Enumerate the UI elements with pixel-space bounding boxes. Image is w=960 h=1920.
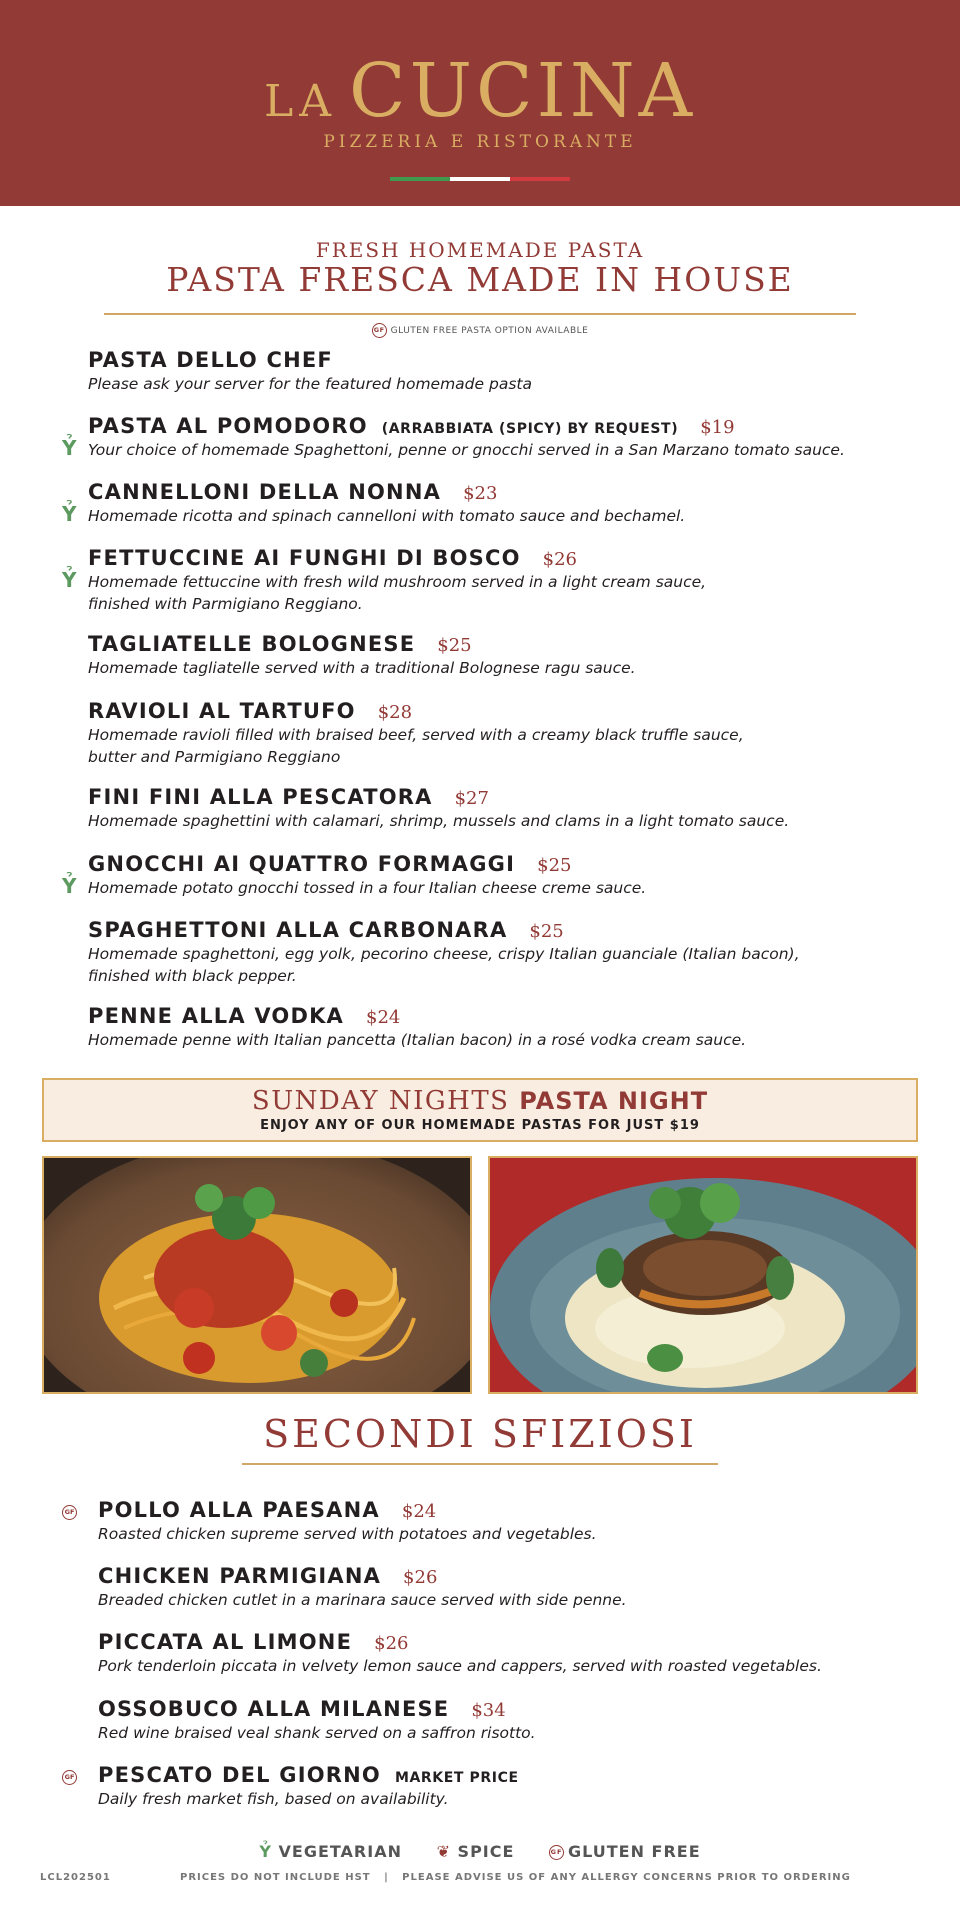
menu-item-price: $26 [403,1567,438,1588]
menu-item-name: RAVIOLI AL TARTUFO [88,699,356,723]
footer-disclaimer: PRICES DO NOT INCLUDE HST | PLEASE ADVISE US OF ANY ALLERGY CONCERNS PRIOR TO ORDERING [180,1872,851,1883]
italian-flag-stripe [390,177,570,181]
menu-item-name: FINI FINI ALLA PESCATORA [88,785,433,809]
spaghetti-photo-icon [44,1158,472,1394]
menu-item-price: $25 [529,921,564,942]
gluten-free-marker [62,1502,81,1521]
flag-white [450,177,510,181]
legend-spice-label: SPICE [457,1842,515,1861]
menu-item-name: PENNE ALLA VODKA [88,1004,345,1028]
secondi-title: SECONDI SFIZIOSI [263,1412,697,1456]
gluten-free-icon: GF [549,1845,564,1860]
title-divider [104,313,856,315]
flag-red [510,177,570,181]
spaghetti-photo [42,1156,472,1394]
menu-item-description: Homemade ravioli filled with braised beef, served with a creamy black truffle sauce, [88,726,744,744]
menu-item-header [88,699,928,723]
section-subtitle: FRESH HOMEMADE PASTA [315,238,645,262]
menu-item-name: SPAGHETTONI ALLA CARBONARA [88,918,508,942]
legend-gluten-free [549,1842,701,1861]
menu-item [88,348,928,394]
menu-item [98,1498,938,1544]
menu-item-description: Homemade ricotta and spinach cannelloni with tomato sauce and bechamel. [88,507,686,525]
menu-item-header [98,1630,938,1654]
menu-item-price: $24 [366,1007,401,1028]
menu-item-description: Please ask your server for the featured homemade pasta [88,375,532,393]
chili-pepper-icon: ❦ [436,1842,451,1861]
menu-item [88,699,928,767]
menu-item-name: OSSOBUCO ALLA MILANESE [98,1697,450,1721]
menu-item-name: CANNELLONI DELLA NONNA [88,480,442,504]
gluten-free-icon: GF [62,1505,77,1520]
menu-item-name: TAGLIATELLE BOLOGNESE [88,632,416,656]
legend-gluten-free-label: GLUTEN FREE [568,1842,701,1861]
menu-item-note: (ARRABBIATA (SPICY) BY REQUEST) [381,421,679,437]
ossobuco-risotto-photo [488,1156,918,1394]
menu-item-header [88,852,928,876]
menu-item-price: $26 [542,549,577,570]
vegetarian-icon: Ỷ [62,436,77,460]
vegetarian-icon: Ỷ [62,874,77,898]
gluten-free-marker [62,1767,81,1786]
logo-cucina: CUCINA [348,48,697,134]
menu-item-description: butter and Parmigiano Reggiano [88,748,341,766]
gluten-free-note [0,323,960,338]
menu-item-description: Homemade tagliatelle served with a traditional Bolognese ragu sauce. [88,659,636,677]
menu-item-name: POLLO ALLA PAESANA [98,1498,380,1522]
menu-item-header [98,1498,938,1522]
banner-title-bold: PASTA NIGHT [519,1087,709,1115]
banner-title [44,1086,916,1116]
legend-spice [437,1842,515,1861]
menu-item-description: finished with Parmigiano Reggiano. [88,595,363,613]
menu-item [98,1697,938,1743]
menu-item-name: GNOCCHI AI QUATTRO FORMAGGI [88,852,516,876]
menu-item-header [88,480,928,504]
menu-item-header [98,1697,938,1721]
menu-item-note: MARKET PRICE [394,1770,519,1786]
menu-item-description: Homemade fettuccine with fresh wild mushroom served in a light cream sauce, [88,573,707,591]
menu-item-header [88,348,928,372]
menu-item [88,852,928,898]
menu-item [88,785,928,831]
menu-item-header [98,1564,938,1588]
menu-item [98,1564,938,1610]
menu-item-price: $27 [454,788,489,809]
menu-item-header [88,632,928,656]
menu-code: LCL202501 [40,1872,111,1883]
menu-item-description: Pork tenderloin piccata in velvety lemon sauce and cappers, served with roasted vegetables. [98,1657,822,1675]
menu-item [88,480,928,526]
menu-item-name: PICCATA AL LIMONE [98,1630,353,1654]
banner-title-light: SUNDAY NIGHTS [251,1086,510,1116]
ossobuco-risotto-photo-icon [490,1158,918,1394]
vegetarian-icon: Ỷ [62,568,77,592]
menu-item-price: $26 [374,1633,409,1654]
dietary-legend [0,1842,960,1861]
menu-item-price: $28 [377,702,413,723]
restaurant-logo [0,48,960,134]
flag-green [390,177,450,181]
menu-item-header [88,1004,928,1028]
menu-item-description: Breaded chicken cutlet in a marinara sauce served with side penne. [98,1591,627,1609]
menu-item [88,1004,928,1050]
secondi-divider [242,1463,718,1465]
menu-item [88,632,928,678]
menu-item-description: Homemade penne with Italian pancetta (Italian bacon) in a rosé vodka cream sauce. [88,1031,747,1049]
menu-item-name: FETTUCCINE AI FUNGHI DI BOSCO [88,546,521,570]
vegetarian-icon: Ỷ [62,502,77,526]
legend-vegetarian [259,1842,402,1861]
menu-item-price: $25 [537,855,572,876]
menu-item [98,1630,938,1676]
section-title: PASTA FRESCA MADE IN HOUSE [166,260,794,299]
menu-item-price: $34 [471,1700,506,1721]
menu-item-description: Your choice of homemade Spaghettoni, penne or gnocchi served in a San Marzano tomato sauce. [88,441,845,459]
menu-item-description: Homemade spaghettoni, egg yolk, pecorino cheese, crispy Italian guanciale (Italian bacon), [88,945,800,963]
logo-la: LA [263,76,337,127]
menu-item-price: $19 [700,417,735,438]
header-banner [0,0,960,206]
menu-item-name: PASTA AL POMODORO [88,414,368,438]
menu-item-description: Red wine braised veal shank served on a saffron risotto. [98,1724,536,1742]
restaurant-tagline: PIZZERIA E RISTORANTE [323,132,637,152]
menu-item-name: CHICKEN PARMIGIANA [98,1564,382,1588]
banner-subtitle: ENJOY ANY OF OUR HOMEMADE PASTAS FOR JUST $19 [260,1118,700,1133]
menu-item [88,546,928,614]
menu-item-description: Roasted chicken supreme served with potatoes and vegetables. [98,1525,597,1543]
menu-item-description: Homemade spaghettini with calamari, shrimp, mussels and clams in a light tomato sauce. [88,812,790,830]
vegetarian-icon: Ỷ [259,1842,272,1861]
menu-item-header [88,546,928,570]
menu-item-header [88,918,928,942]
legend-vegetarian-label: VEGETARIAN [278,1842,402,1861]
menu-item [88,414,928,460]
menu-item-name: PASTA DELLO CHEF [88,348,333,372]
menu-item-header [88,785,928,809]
menu-item-description: Homemade potato gnocchi tossed in a four Italian cheese creme sauce. [88,879,647,897]
menu-item [98,1763,938,1809]
menu-item-header [98,1763,938,1787]
menu-item-name: PESCATO DEL GIORNO [98,1763,381,1787]
menu-item [88,918,928,986]
menu-item-price: $23 [463,483,498,504]
gluten-free-note-text: GLUTEN FREE PASTA OPTION AVAILABLE [390,326,589,336]
pasta-night-banner [42,1078,918,1142]
menu-item-description: Daily fresh market fish, based on availability. [98,1790,449,1808]
menu-item-description: finished with black pepper. [88,967,297,985]
gluten-free-icon: GF [372,323,387,338]
gluten-free-icon: GF [62,1770,77,1785]
menu-item-price: $25 [437,635,472,656]
menu-item-price: $24 [401,1501,437,1522]
menu-item-header [88,414,928,438]
